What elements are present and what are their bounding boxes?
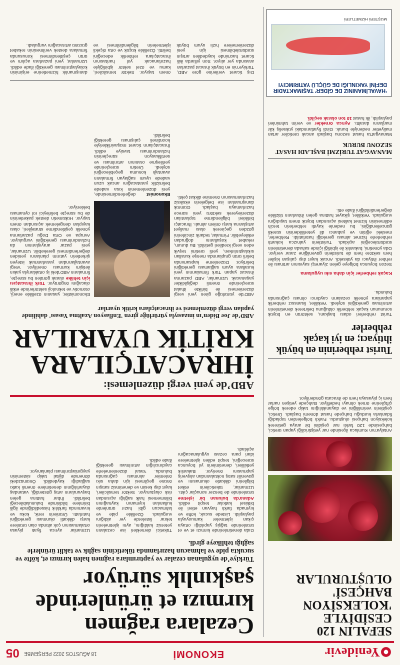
- bottom-article-body: Dış ticaret verilerine göre ABD, Türkiye’nin en büyük ihracat pazarları arasında yer alıyor. Son yıllarda ikili ticaret hacminde kaydedilen artışın sürdürülebilmesi için yeni düzenlemelere hızlı uyum büyük önem taşıyor. Sektör temsilcileri, kamu ve özel sektör işbirliğiyle hazırlanacak yol haritasının ihracatçılara rehberlik edeceğini belirtti. Özellikle küçük ve orta ölçekli işletmelerin bilgilendirilmesi ve danışmanlık hizmetlerine erişiminin kolaylaştırılması gerektiği ifade edildi. Uzmanlar, yeni pazarlara açılım ve ürün çeşitlendirmesi konusunda firmalara destek verilmesinin rekabet gücünü artıracağını vurguladı.: [10, 42, 254, 75]
- advertisement[interactable]: [266, 9, 392, 97]
- ad-footer: MÜŞTERİ HİZMETLERİ: [344, 17, 387, 22]
- left-inline-red-2: 10 ton olarak seçildi: [307, 115, 352, 121]
- left-article-body-3: Sezon boyunca bölgeye gelen ziyaretçi sayısının artması ile rehber ihtiyacı da yükseldi. Ancak kayıt dışı çalışan kişiler hem sektöre hem de turistlerin güvenliğine zarar veriyor. Oda yönetimi, bakanlık ile işbirliği içinde sahada denetimlerin sürdürüleceğini açıkladı. Turistlerin yalnızca kokartlı rehberlerle hizmet alması gerektiği hatırlatıldı. Rehberler, mesleki eğitim ve yabancı dil yeterliliklerinin sürekli güncellendiğini, bu nedenle kayıtlı rehberlerin tercih edilmesinin hizmet kalitesi açısından büyük önem taşıdığını vurguladı. Yetkililer, şikayet hattına gelen ihbarların titizlikle değerlendirildiğini ifade etti.: [268, 207, 392, 267]
- turist-rehber-headline: Turist rehberinin en büyük ihtiyacı; en iyi kaçak rehberler: [276, 322, 392, 355]
- main-inline-red: Adana'da bulunan bir işletme: [178, 495, 254, 501]
- left-column: [263, 7, 392, 637]
- pomegranate-photo: [268, 475, 392, 541]
- economist-portrait: [94, 201, 170, 297]
- manavgat-headline: MANAVGAT TURİZMİ BAŞLADI HASAT SEZONU BURUK: [275, 141, 392, 155]
- left-red-subhead: Kaçak rehberler için daha sıkı uygulama: [300, 270, 392, 275]
- issue-date: 18 AĞUSTOS 2022 PERŞEMBE: [24, 650, 97, 656]
- ad-map-image: [271, 24, 385, 70]
- left-headline: SEFALIN 120 CESİDİYLE 'KOLEKSİYON BAHÇESİ' OLUŞTURULAR: [296, 572, 392, 638]
- second-article-col-1: ABD’de yürürlüğe giren yeni vergi düzenlemesi ile birlikte ithalat süreçlerinde önemli değişiklikler yaşanacak. Uzmanlar, ABD pazarına ihracat yapan Türk firmalarının yeni kurallara uyum sağlaması gerektiğini belirtiyor. Düzenleme kapsamında belirli ürün gruplarında menşe kuralları sıkılaştırılırken, yerli üretimi teşvik eden vergi kredileri getirildi. Bu durum, rekabet koşullarını doğrudan etkileyebilir. Firmalar, tedarik zincirlerini gözden geçirerek olası maliyet artışlarına karşı önlem almalı. İhracatçı birlikleri bilgilendirme toplantıları düzenleyerek sektörü yeni sürece hazırlamaya başladı. Gümrük danışmanları ise belgelerin eksiksiz hazırlanmasının önemine dikkat çekti.: [174, 194, 254, 297]
- masthead: [6, 641, 394, 661]
- main-article-col-2: Tüketici dernekleri ise cezaların yetersiz kaldığını, aynı işletmelerin tekrar listelerde yer aldığını vurguladı. Özellikle pide ve lahmacun gibi hazır ürünlerde kullanılan kıymanın kaynağının bilinmemesi halk sağlığı açısından risk oluşturuyor. Sektör temsilcileri, kayıt dışı kesim ve denetimsiz satışın önüne geçilmesi için daha sıkı önlemler alınması çağrısında bulundu. Yasal düzenlemelerle caydırıcılığın artırılması gerektiği ifade edildi.: [96, 457, 172, 533]
- divider: [10, 80, 254, 81]
- main-deck: Türkiye’de uygulanan cezalar ve yaptırımlara rağmen halen kırmızı et, köfte ve sucukta pide ve lahmacun hazırlanında tüketicinin sağlık ve taklit ürünlerle sağlığı tehlikeye girdi.: [15, 538, 254, 563]
- divider: [268, 158, 392, 159]
- left-inline-red-1: Ayrıca örnekler: [314, 121, 351, 127]
- main-article-col-1: Gıda denetimlerinde kırmızı et ve et ürünlerinde tağşiş yapıldığı ortaya çıkan işletmeler kamuoyuyla paylaşıldı. Listede sucuk, köfte ve kıymada farklı hayvan etleri ile bitkisel katkılar tespit edildi. Adana'da bulunan bir işletme ürünlerinde de benzer sonuçlar çıktı. Uzmanlar, tüketicilerin etiket bilgilerini dikkatle okumasını ve güvenilir satış noktalarından alışveriş yapmasını öneriyor. Bakanlık yetkilileri, denetimlerin yıl boyunca süreceğini, tespit edilen işletmelere idari para cezası uygulanacağını açıkladı.: [178, 446, 254, 533]
- divider: [268, 358, 392, 359]
- main-headline: Cezalara rağmen kırmızı et ürünlerinde şaşkınlık sürüyor: [35, 567, 254, 638]
- second-inline-red: Türk ihracatçısı için tehlike: [10, 275, 90, 287]
- left-article-body-4: Manavgat’ta hasat sezonu başladı ancak üreticiler artan maliyetler nedeniyle buruk. Girdi fiyatlarındaki yükseliş kâr marjlarını daralttı. Ayrıca örnekler ve verim tahminleri paylaşıldı, ilk hasat 10 ton olarak seçildi.: [268, 115, 392, 137]
- left-article-body: Antalya’nın Kumluca ilçesinde nar yetiştiriciliği yapan üretici, bahçesinde 120 farklı nar çeşidini bir araya getirerek koleksiyon bahçesi oluşturdu. Farklı bölgelerden topladığı fidanlarla kurduğu bahçede hasat dönemi başladı. Üretici, çeşitlerin verimliliğini ve dayanıklılığını takip ederek bölge çiftçilerine örnek olmayı hedefliyor. Bahçede yetişen narlar hem iç piyasaya hem de ihracata gönderiliyor.: [268, 395, 392, 433]
- second-article-col-2: Ekonomist değerlendirmesinde, yeni düzenlemenin kısa vadede belirsizlik yaratacağını ancak uzun vadede uyum sağlayan firmaların avantajlı konuma geçebileceğini söyledi. Üretim süreçlerinde yerlileşme oranının artırılması ve sertifikasyon süreçlerinin hızlandırılması tavsiye edildi. İhracatçıların ticaret müşavirlikleriyle koordineli çalışması gerektiği belirtildi.: [94, 132, 170, 197]
- main-article-col-3: Uzmanlar ayrıca fiyatı piyasa ortalamasının çok altında olan ürünlere karşı dikkatli olunması gerektiğini hatırlattı. Ürünlerin renk, koku ve kıvamında farklılık hissedildiğinde ilgili birimlere bildirimde bulunulabileceği belirtildi. İhbar hattına gelen başvuruların artış gösterdiği, vatandaş duyarlılığının denetimlere önemli katkı sağladığı kaydedildi. Önümüzdeki dönemde dijital takip sisteminin yaygınlaştırılması planlanıyor.: [10, 468, 90, 533]
- portrait-caption: Ekonomist: [146, 192, 170, 197]
- ad-title: ‘HAVALİMANINIZ DE GİDER’ TAŞIMAKTADIR DEFİNİ YAKINLIĞI DE GÜÇLÜ YATIRIMCIYI: [273, 80, 387, 93]
- section-divider: [10, 395, 254, 397]
- pomegranate-closeup-photo: [268, 437, 392, 471]
- second-article-col-3: Ekonomistler, yasanın özellikle enerji, otomotiv ve teknoloji sektörlerinde etkili olacağını öngörüyor. Türk ihracatçısı için tehlike olarak görülen bu süreçte, firmaların ABD’deki iş ortaklarıyla yakın iletişim kurması öneriliyor. Vergi avantajlarından yararlanmak isteyen şirketlerin yatırım planlarını yeniden değerlendirmesi gerekebilir. Uzmanlar, yeni pazar arayışlarının da hızlandırılması gerektiğini vurguluyor. Avrupa ve Orta Doğu pazarlarına yönelik çeşitlendirme stratejileri, olası kayıpları dengelemek açısından önem taşıyor. Hükümetin destek paketlerinin de bu süreçte belirleyici rol oynaması bekleniyor.: [10, 205, 90, 297]
- left-article-body-2: Turist rehberleri odası başkanı, sektörün en büyük sorununun kaçak rehberlik olduğunu belirterek denetimlerin artırılması gerektiğini söyledi. Yetkililer, lisanssız rehberlik yapanlara yönelik cezaların caydırıcı olması çağrısında bulundu.: [268, 290, 392, 317]
- second-headline-top: ABD’de yeni vergi düzenlemesi:: [103, 379, 254, 391]
- logo-text: Yenidevir: [324, 645, 380, 660]
- page-number: 05: [6, 646, 20, 660]
- second-deck: ABD’de Joe Biden’ın imzasıyla yürürlüğe giren 'Enflasyon Azaltma Yasası' dahilinde yapılan vergi düzenlemesi ve ihracatçılara kritik uyarılar: [21, 304, 254, 319]
- second-headline: İHRACATÇILARA KRİTİK UYARILAR: [12, 324, 254, 379]
- section-name: EKONOMİ: [172, 648, 224, 659]
- right-column: [6, 7, 258, 637]
- newspaper-logo-icon: [380, 644, 392, 660]
